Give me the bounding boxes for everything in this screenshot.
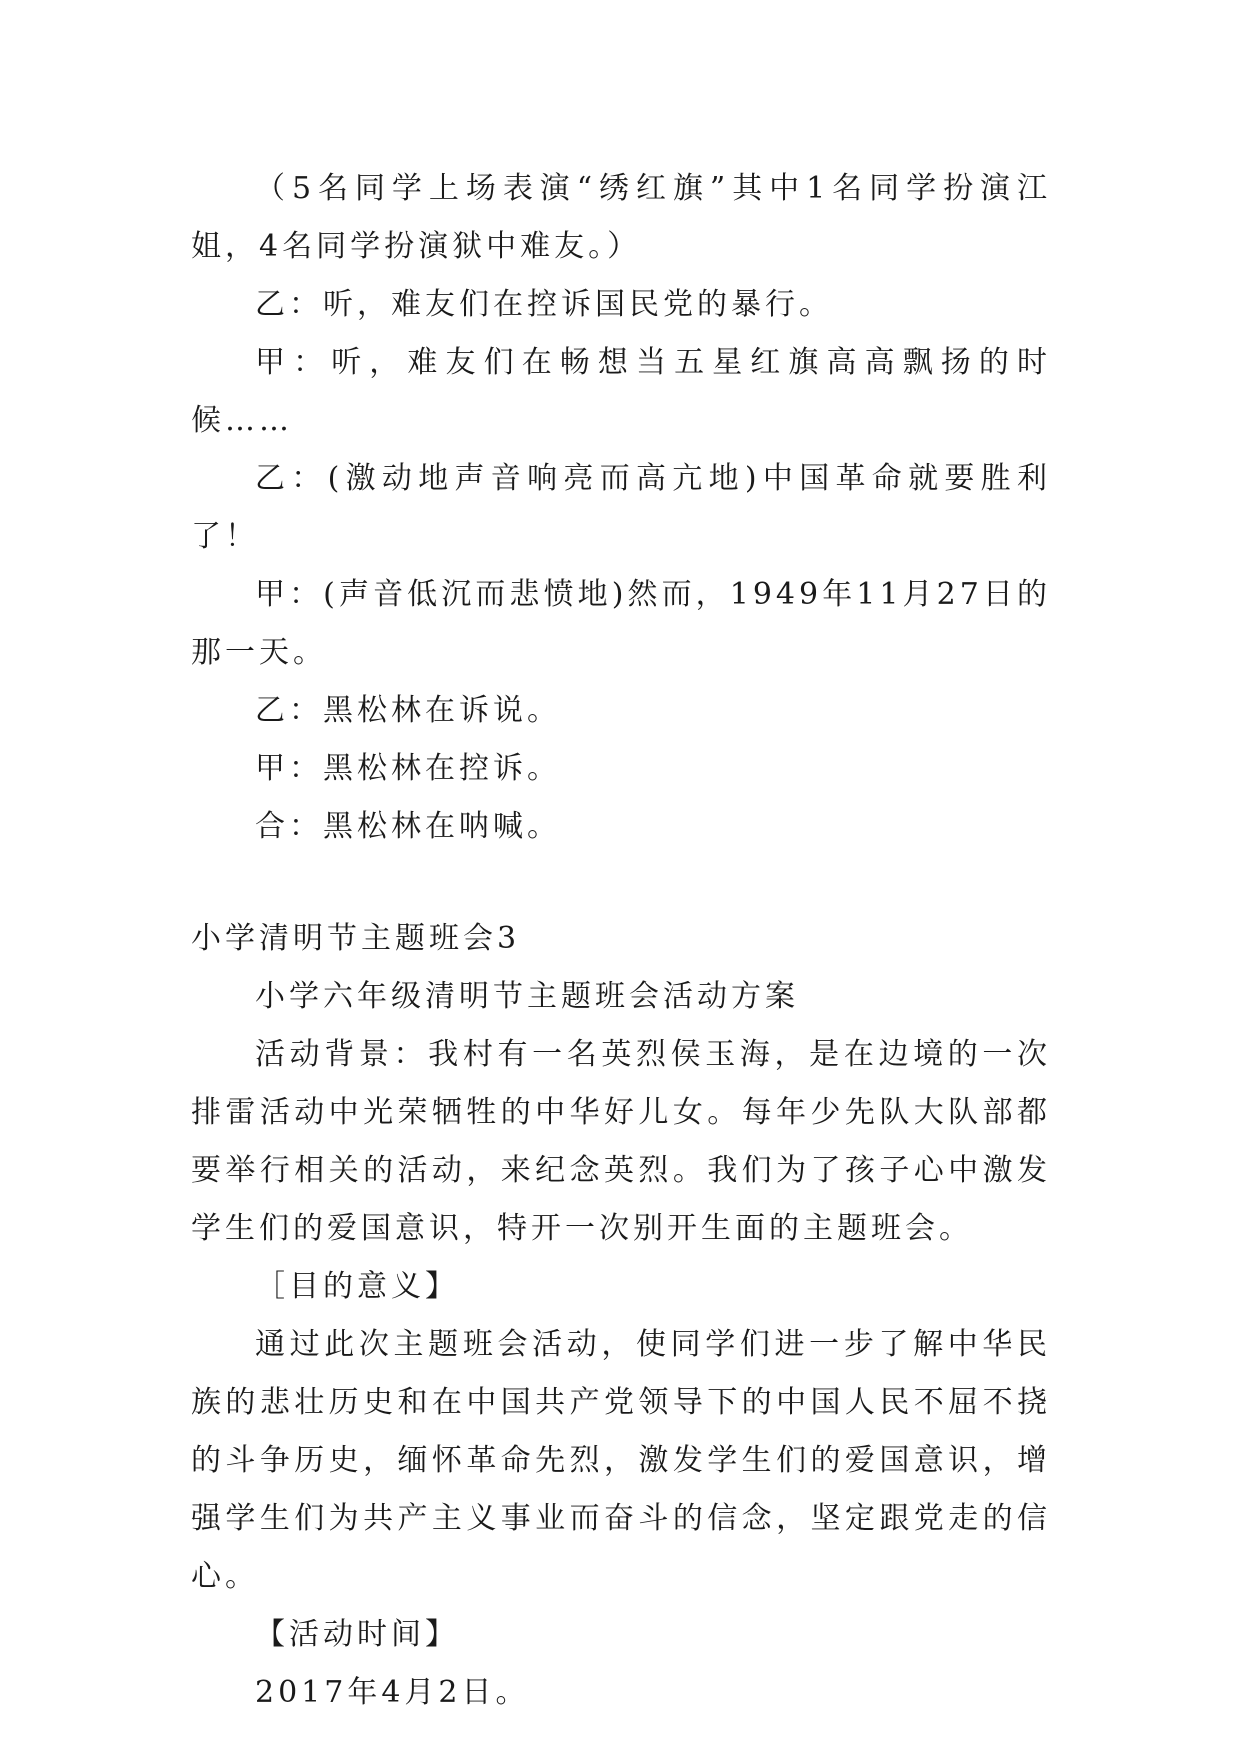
paragraph: 活动背景：我村有一名英烈侯玉海，是在边境的一次排雷活动中光荣牺牲的中华好儿女。每年少先队大队部都要举行相关的活动，来纪念英烈。我们为了孩子心中激发学生们的爱国意识，特开一次别开生面的主题班会。 — [191, 1037, 1051, 1246]
section-title: 小学清明节主题班会3 — [191, 921, 521, 956]
paragraph: 合：黑松林在呐喊。 — [255, 809, 561, 844]
paragraph: 【活动时间】 — [255, 1617, 459, 1652]
paragraph: 甲：听，难友们在畅想当五星红旗高高飘扬的时候…… — [191, 345, 1051, 438]
paragraph: 2017年4月2日。 — [255, 1675, 530, 1710]
document-body — [191, 160, 1051, 1722]
paragraph: 甲：(声音低沉而悲愤地)然而，1949年11月27日的那一天。 — [191, 577, 1051, 670]
paragraph: 乙：(激动地声音响亮而高亢地)中国革命就要胜利了！ — [191, 461, 1051, 554]
paragraph: 乙：听，难友们在控诉国民党的暴行。 — [255, 287, 833, 322]
paragraph: 小学六年级清明节主题班会活动方案 — [255, 979, 799, 1014]
paragraph: 通过此次主题班会活动，使同学们进一步了解中华民族的悲壮历史和在中国共产党领导下的中国人民不屈不挠的斗争历史，缅怀革命先烈，激发学生们的爱国意识，增强学生们为共产主义事业而奋斗的信念，坚定跟党走的信心。 — [191, 1327, 1051, 1594]
paragraph: 乙：黑松林在诉说。 — [255, 693, 561, 728]
section-gap — [191, 856, 1051, 910]
paragraph: ［目的意义】 — [255, 1269, 459, 1304]
paragraph: 甲：黑松林在控诉。 — [255, 751, 561, 786]
paragraph: （5名同学上场表演“绣红旗”其中1名同学扮演江姐，4名同学扮演狱中难友。） — [191, 171, 1051, 264]
